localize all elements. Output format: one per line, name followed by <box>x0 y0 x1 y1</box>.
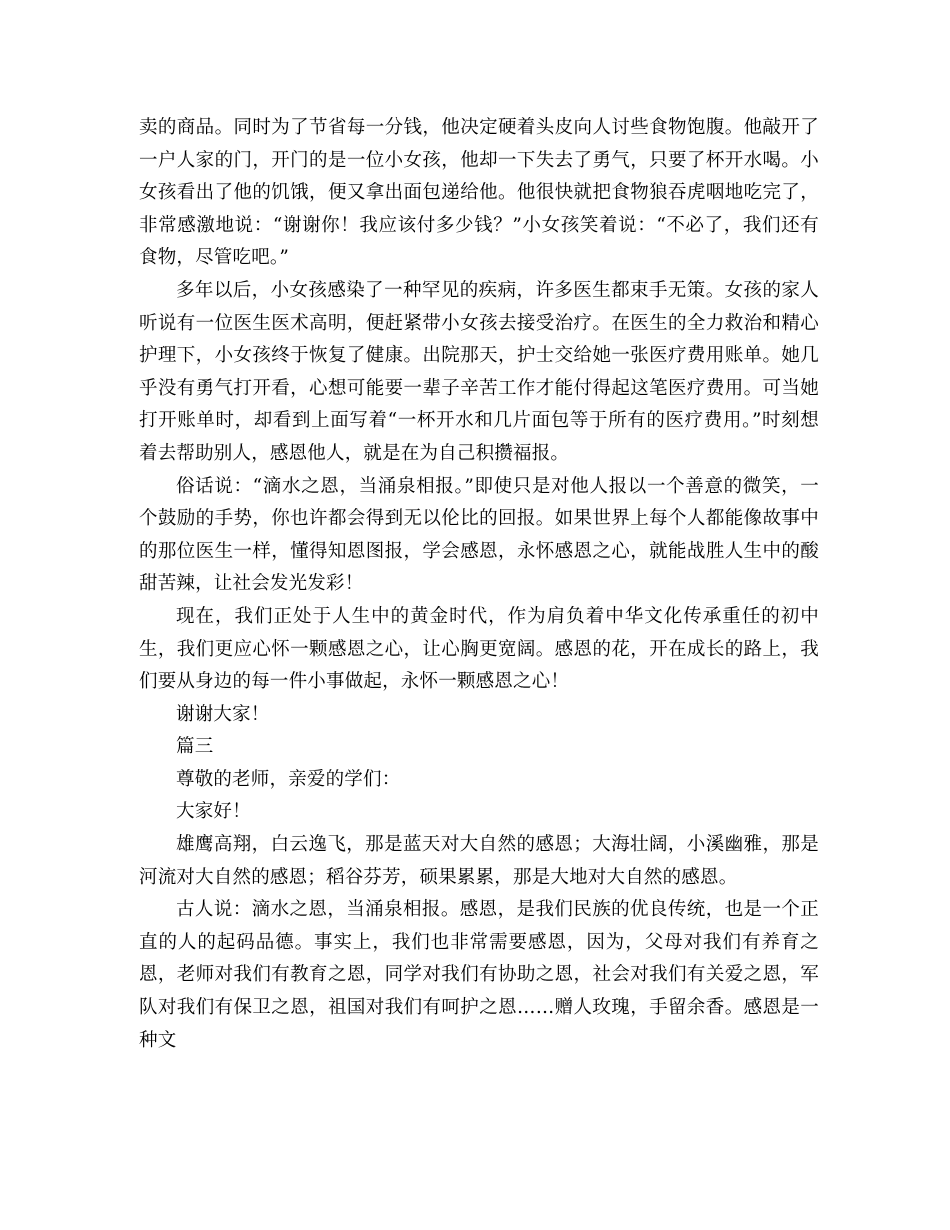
greeting: 大家好！ <box>176 801 251 823</box>
paragraph-10: 古人说：滴水之恩，当涌泉相报。感恩，是我们民族的优良传统，也是一个正直的人的起码品德。事实上，我们也非常需要感恩，因为，父母对我们有养育之恩，老师对我们有教育之恩，同学对我们有协助之恩，社会对我们有关爱之恩，军队对我们有保卫之恩，祖国对我们有呵护之恩……赠人玫瑰，手留余香。感恩是一种文 <box>139 899 819 1051</box>
section-heading: 篇三 <box>176 736 214 758</box>
paragraph-4: 现在，我们正处于人生中的黄金时代，作为肩负着中华文化传承重任的初中生，我们更应心怀一颗感恩之心，让心胸更宽阔。感恩的花，开在成长的路上，我们要从身边的每一件小事做起，永怀一颗感恩之心！ <box>139 605 819 693</box>
paragraph-9: 雄鹰高翔，白云逸飞，那是蓝天对大自然的感恩；大海壮阔，小溪幽雅，那是河流对大自然的感恩；稻谷芬芳，硕果累累，那是大地对大自然的感恩。 <box>139 834 819 888</box>
paragraph-2: 多年以后，小女孩感染了一种罕见的疾病，许多医生都束手无策。女孩的家人听说有一位医生医术高明，便赶紧带小女孩去接受治疗。在医生的全力救治和精心护理下，小女孩终于恢复了健康。出院那天，护士交给她一张医疗费用账单。她几乎没有勇气打开看，心想可能要一辈子辛苦工作才能付得起这笔医疗费用。可当她打开账单时，却看到上面写着“一杯开水和几片面包等于所有的医疗费用。”时刻想着去帮助别人，感恩他人，就是在为自己积攒福报。 <box>139 279 819 464</box>
paragraph-3: 俗话说：“滴水之恩，当涌泉相报。”即使只是对他人报以一个善意的微笑，一个鼓励的手势，你也许都会得到无以伦比的回报。如果世界上每个人都能像故事中的那位医生一样，懂得知恩图报，学会感恩，永怀感恩之心，就能战胜人生中的酸甜苦辣，让社会发光发彩！ <box>139 475 819 595</box>
salutation: 尊敬的老师，亲爱的学们： <box>176 768 401 790</box>
closing-thanks: 谢谢大家！ <box>176 703 270 725</box>
paragraph-1: 卖的商品。同时为了节省每一分钱，他决定硬着头皮向人讨些食物饱腹。他敲开了一户人家的门，开门的是一位小女孩，他却一下失去了勇气，只要了杯开水喝。小女孩看出了他的饥饿，便又拿出面包递给他。他很快就把食物狼吞虎咽地吃完了，非常感激地说：“谢谢你！我应该付多少钱？”小女孩笑着说：“不必了，我们还有食物，尽管吃吧。” <box>139 117 819 269</box>
document-body <box>139 112 819 1057</box>
